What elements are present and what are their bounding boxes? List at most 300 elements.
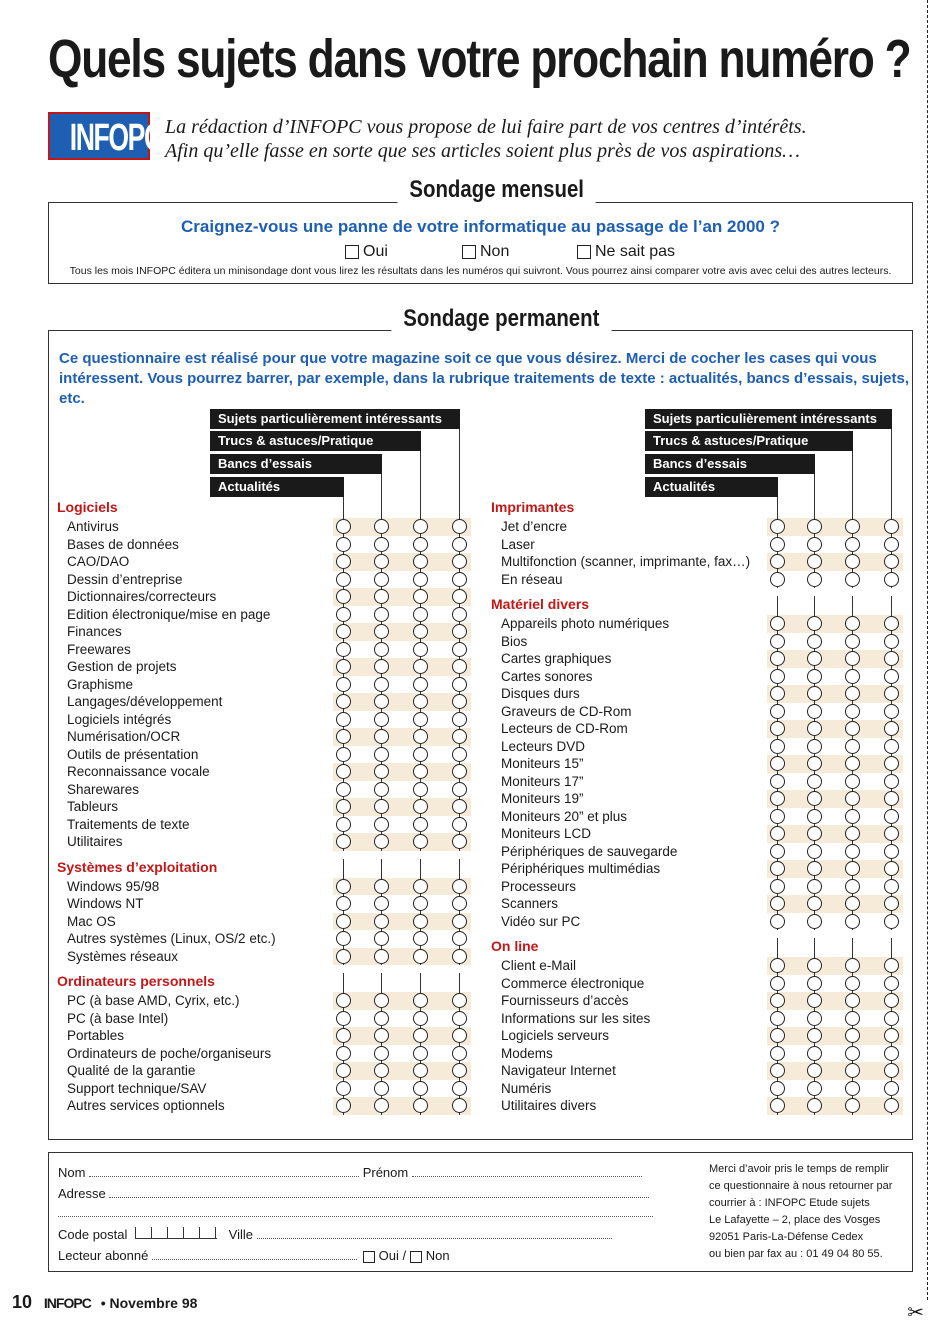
- checkbox-circle[interactable]: [884, 844, 899, 859]
- checkbox-circle[interactable]: [452, 1011, 467, 1026]
- checkbox-circle[interactable]: [770, 1081, 785, 1096]
- category-label: Ordinateurs personnels: [57, 973, 215, 989]
- checkbox-circle[interactable]: [807, 739, 822, 754]
- checkbox-circle[interactable]: [845, 1046, 860, 1061]
- checkbox-circle[interactable]: [884, 896, 899, 911]
- list-item: [491, 1080, 903, 1098]
- option-ne-sait-pas[interactable]: Ne sait pas: [577, 243, 675, 261]
- checkbox-circle[interactable]: [770, 686, 785, 701]
- checkbox-circle[interactable]: [807, 1046, 822, 1061]
- checkbox-circle[interactable]: [336, 799, 351, 814]
- checkbox-circle[interactable]: [336, 764, 351, 779]
- checkbox-circle[interactable]: [452, 519, 467, 534]
- checkbox-circle[interactable]: [807, 572, 822, 587]
- item-label: Disques durs: [501, 686, 580, 701]
- list-item: [57, 878, 471, 896]
- checkbox-circle[interactable]: [884, 976, 899, 991]
- checkbox[interactable]: [462, 245, 476, 259]
- checkbox-circle[interactable]: [884, 809, 899, 824]
- checkbox-circle[interactable]: [845, 774, 860, 789]
- checkbox-circle[interactable]: [807, 1011, 822, 1026]
- checkbox-circle[interactable]: [884, 616, 899, 631]
- checkbox-circle[interactable]: [374, 782, 389, 797]
- checkbox-circle[interactable]: [336, 1011, 351, 1026]
- item-label: Logiciels intégrés: [67, 711, 172, 727]
- checkbox-circle[interactable]: [770, 669, 785, 684]
- checkbox-circle[interactable]: [770, 993, 785, 1008]
- checkbox-circle[interactable]: [770, 896, 785, 911]
- adresse-field-2[interactable]: [58, 1207, 653, 1217]
- checkbox-circle[interactable]: [770, 879, 785, 894]
- checkbox-circle[interactable]: [807, 791, 822, 806]
- checkbox-circle[interactable]: [770, 861, 785, 876]
- checkbox-circle[interactable]: [884, 1011, 899, 1026]
- checkbox-circle[interactable]: [336, 694, 351, 709]
- checkbox-circle[interactable]: [845, 861, 860, 876]
- checkbox-circle[interactable]: [807, 537, 822, 552]
- checkbox-circle[interactable]: [413, 1011, 428, 1026]
- adresse-row: [58, 1186, 649, 1201]
- checkbox-circle[interactable]: [845, 1028, 860, 1043]
- checkbox-circle[interactable]: [845, 686, 860, 701]
- checkbox-circle[interactable]: [374, 1028, 389, 1043]
- checkbox-circle[interactable]: [770, 791, 785, 806]
- list-item: [491, 773, 903, 791]
- checkbox-circle[interactable]: [770, 721, 785, 736]
- checkbox-circle[interactable]: [884, 686, 899, 701]
- checkbox-circle[interactable]: [807, 634, 822, 649]
- checkbox-circle[interactable]: [374, 879, 389, 894]
- list-item: [57, 781, 471, 799]
- item-label: Traitements de texte: [67, 816, 190, 832]
- checkbox-circle[interactable]: [807, 686, 822, 701]
- checkbox-circle[interactable]: [413, 896, 428, 911]
- checkbox-circle[interactable]: [374, 624, 389, 639]
- item-label: Dessin d’entreprise: [67, 571, 183, 587]
- checkbox-circle[interactable]: [845, 704, 860, 719]
- checkbox-circle[interactable]: [845, 1063, 860, 1078]
- checkbox-circle[interactable]: [336, 642, 351, 657]
- checkbox-circle[interactable]: [770, 1011, 785, 1026]
- checkbox-circle[interactable]: [807, 976, 822, 991]
- checkbox-circle[interactable]: [336, 993, 351, 1008]
- checkbox-circle[interactable]: [336, 1046, 351, 1061]
- checkbox-circle[interactable]: [452, 993, 467, 1008]
- checkbox-circle[interactable]: [413, 764, 428, 779]
- checkbox-circle[interactable]: [770, 958, 785, 973]
- checkbox-circle[interactable]: [413, 949, 428, 964]
- checkbox-circle[interactable]: [807, 1081, 822, 1096]
- checkbox-circle[interactable]: [374, 554, 389, 569]
- checkbox-circle[interactable]: [845, 1011, 860, 1026]
- checkbox-circle[interactable]: [413, 879, 428, 894]
- checkbox-circle[interactable]: [336, 1028, 351, 1043]
- checkbox-circle[interactable]: [845, 976, 860, 991]
- checkbox-circle[interactable]: [374, 764, 389, 779]
- checkbox-circle[interactable]: [884, 537, 899, 552]
- checkbox-circle[interactable]: [845, 554, 860, 569]
- checkbox-circle[interactable]: [884, 669, 899, 684]
- checkbox-circle[interactable]: [845, 791, 860, 806]
- checkbox-circle[interactable]: [413, 677, 428, 692]
- checkbox-circle[interactable]: [807, 826, 822, 841]
- checkbox-circle[interactable]: [452, 712, 467, 727]
- nom-field[interactable]: [89, 1167, 359, 1177]
- item-label: Qualité de la garantie: [67, 1063, 196, 1078]
- checkbox-circle[interactable]: [413, 799, 428, 814]
- list-item: [57, 798, 471, 816]
- checkbox-circle[interactable]: [336, 554, 351, 569]
- checkbox-circle[interactable]: [807, 616, 822, 631]
- checkbox-circle[interactable]: [770, 704, 785, 719]
- checkbox-circle[interactable]: [374, 1063, 389, 1078]
- checkbox-circle[interactable]: [845, 1081, 860, 1096]
- checkbox-circle[interactable]: [452, 572, 467, 587]
- checkbox-circle[interactable]: [374, 896, 389, 911]
- checkbox-circle[interactable]: [374, 519, 389, 534]
- checkbox-circle[interactable]: [770, 826, 785, 841]
- checkbox-circle[interactable]: [452, 782, 467, 797]
- checkbox-circle[interactable]: [374, 817, 389, 832]
- checkbox-circle[interactable]: [374, 537, 389, 552]
- checkbox-circle[interactable]: [884, 756, 899, 771]
- page-number: 10: [12, 1292, 33, 1312]
- checkbox-circle[interactable]: [770, 651, 785, 666]
- checkbox-circle[interactable]: [336, 747, 351, 762]
- checkbox-circle[interactable]: [770, 1046, 785, 1061]
- contact-line: Merci d’avoir pris le temps de remplir: [709, 1163, 889, 1175]
- column-guide-line: [459, 499, 460, 519]
- checkbox-circle[interactable]: [845, 739, 860, 754]
- item-label: Outils de présentation: [67, 746, 199, 762]
- item-label: Cartes graphiques: [501, 651, 612, 666]
- checkbox-circle[interactable]: [884, 651, 899, 666]
- checkbox-circle[interactable]: [845, 1098, 860, 1113]
- checkbox-circle[interactable]: [452, 931, 467, 946]
- checkbox-circle[interactable]: [452, 642, 467, 657]
- checkbox-circle[interactable]: [807, 993, 822, 1008]
- checkbox-circle[interactable]: [452, 1098, 467, 1113]
- checkbox-circle[interactable]: [336, 834, 351, 849]
- checkbox[interactable]: [345, 245, 359, 259]
- checkbox-circle[interactable]: [336, 1081, 351, 1096]
- checkbox-circle[interactable]: [374, 1098, 389, 1113]
- checkbox-circle[interactable]: [336, 782, 351, 797]
- checkbox-circle[interactable]: [770, 634, 785, 649]
- checkbox-circle[interactable]: [452, 537, 467, 552]
- nom-label: Nom: [58, 1165, 86, 1180]
- checkbox-circle[interactable]: [413, 1063, 428, 1078]
- checkbox-circle[interactable]: [413, 747, 428, 762]
- checkbox-circle[interactable]: [336, 931, 351, 946]
- checkbox-circle[interactable]: [452, 896, 467, 911]
- checkbox-circle[interactable]: [807, 809, 822, 824]
- checkbox-circle[interactable]: [884, 554, 899, 569]
- checkbox-circle[interactable]: [845, 721, 860, 736]
- list-item: [491, 1045, 903, 1063]
- checkbox-circle[interactable]: [413, 659, 428, 674]
- list-item: [491, 790, 903, 808]
- list-item: [57, 693, 471, 711]
- checkbox-circle[interactable]: [336, 914, 351, 929]
- checkbox-circle[interactable]: [770, 739, 785, 754]
- checkbox-circle[interactable]: [452, 949, 467, 964]
- checkbox-circle[interactable]: [770, 616, 785, 631]
- checkbox-circle[interactable]: [336, 729, 351, 744]
- checkbox-circle[interactable]: [884, 572, 899, 587]
- adresse-field[interactable]: [109, 1188, 649, 1198]
- checkbox-circle[interactable]: [374, 642, 389, 657]
- checkbox-circle[interactable]: [452, 607, 467, 622]
- checkbox-circle[interactable]: [884, 634, 899, 649]
- checkbox-circle[interactable]: [374, 1046, 389, 1061]
- checkbox-circle[interactable]: [845, 809, 860, 824]
- checkbox-circle[interactable]: [884, 861, 899, 876]
- checkbox-circle[interactable]: [452, 659, 467, 674]
- checkbox-circle[interactable]: [770, 809, 785, 824]
- checkbox-circle[interactable]: [336, 896, 351, 911]
- checkbox-circle[interactable]: [845, 896, 860, 911]
- checkbox-circle[interactable]: [336, 817, 351, 832]
- list-item: [491, 1097, 903, 1115]
- checkbox-circle[interactable]: [845, 537, 860, 552]
- list-item: [491, 615, 903, 633]
- checkbox-circle[interactable]: [374, 659, 389, 674]
- checkbox-circle[interactable]: [413, 712, 428, 727]
- checkbox-circle[interactable]: [452, 677, 467, 692]
- checkbox-circle[interactable]: [845, 756, 860, 771]
- checkbox-circle[interactable]: [452, 799, 467, 814]
- checkbox-circle[interactable]: [374, 993, 389, 1008]
- checkbox-circle[interactable]: [413, 914, 428, 929]
- checkbox-circle[interactable]: [452, 589, 467, 604]
- checkbox-circle[interactable]: [336, 537, 351, 552]
- checkbox-circle[interactable]: [807, 861, 822, 876]
- checkbox-circle[interactable]: [413, 993, 428, 1008]
- checkbox-circle[interactable]: [374, 1011, 389, 1026]
- option-non[interactable]: Non: [462, 243, 509, 261]
- checkbox-circle[interactable]: [770, 774, 785, 789]
- item-label: PC (à base AMD, Cyrix, etc.): [67, 993, 240, 1008]
- list-item: [491, 1010, 903, 1028]
- checkbox-circle[interactable]: [374, 712, 389, 727]
- checkbox-circle[interactable]: [374, 747, 389, 762]
- checkbox-circle[interactable]: [452, 554, 467, 569]
- checkbox-circle[interactable]: [770, 914, 785, 929]
- checkbox-circle[interactable]: [452, 1081, 467, 1096]
- checkbox-circle[interactable]: [452, 879, 467, 894]
- checkbox-circle[interactable]: [845, 879, 860, 894]
- checkbox-circle[interactable]: [770, 519, 785, 534]
- checkbox-circle[interactable]: [884, 704, 899, 719]
- checkbox-circle[interactable]: [770, 554, 785, 569]
- checkbox-circle[interactable]: [807, 896, 822, 911]
- checkbox-circle[interactable]: [845, 651, 860, 666]
- checkbox-circle[interactable]: [374, 677, 389, 692]
- checkbox-circle[interactable]: [413, 1081, 428, 1096]
- checkbox-circle[interactable]: [884, 826, 899, 841]
- checkbox-circle[interactable]: [374, 729, 389, 744]
- item-label: Commerce électronique: [501, 975, 645, 991]
- checkbox-circle[interactable]: [413, 572, 428, 587]
- checkbox-circle[interactable]: [413, 1098, 428, 1113]
- checkbox-circle[interactable]: [413, 624, 428, 639]
- checkbox-circle[interactable]: [374, 799, 389, 814]
- checkbox-circle[interactable]: [845, 616, 860, 631]
- checkbox-circle[interactable]: [336, 519, 351, 534]
- checkbox-circle[interactable]: [807, 651, 822, 666]
- checkbox-circle[interactable]: [807, 554, 822, 569]
- checkbox-circle[interactable]: [452, 914, 467, 929]
- checkbox-circle[interactable]: [336, 624, 351, 639]
- checkbox-circle[interactable]: [807, 1098, 822, 1113]
- checkbox-circle[interactable]: [336, 879, 351, 894]
- checkbox-circle[interactable]: [884, 519, 899, 534]
- checkbox-circle[interactable]: [884, 739, 899, 754]
- checkbox-circle[interactable]: [770, 537, 785, 552]
- list-item: [57, 588, 471, 606]
- list-item: [57, 623, 471, 641]
- checkbox-circle[interactable]: [413, 642, 428, 657]
- checkbox-circle[interactable]: [413, 694, 428, 709]
- checkbox-circle[interactable]: [413, 782, 428, 797]
- checkbox-circle[interactable]: [374, 834, 389, 849]
- checkbox-circle[interactable]: [884, 993, 899, 1008]
- checkbox-circle[interactable]: [807, 774, 822, 789]
- checkbox-circle[interactable]: [336, 607, 351, 622]
- checkbox-circle[interactable]: [884, 879, 899, 894]
- checkbox-circle[interactable]: [770, 1098, 785, 1113]
- checkbox-circle[interactable]: [845, 572, 860, 587]
- list-item: [57, 833, 471, 851]
- checkbox-circle[interactable]: [807, 958, 822, 973]
- checkbox-circle[interactable]: [374, 931, 389, 946]
- checkbox-circle[interactable]: [452, 1063, 467, 1078]
- checkbox-circle[interactable]: [884, 914, 899, 929]
- list-item: [491, 633, 903, 651]
- checkbox-circle[interactable]: [807, 669, 822, 684]
- checkbox-circle[interactable]: [374, 949, 389, 964]
- checkbox-circle[interactable]: [884, 1046, 899, 1061]
- checkbox-circle[interactable]: [374, 1081, 389, 1096]
- ville-field[interactable]: [257, 1229, 612, 1239]
- item-label: CAO/DAO: [67, 554, 130, 569]
- checkbox-circle[interactable]: [845, 669, 860, 684]
- checkbox-circle[interactable]: [413, 1046, 428, 1061]
- checkbox-circle[interactable]: [374, 589, 389, 604]
- checkbox-circle[interactable]: [413, 537, 428, 552]
- checkbox-circle[interactable]: [452, 624, 467, 639]
- checkbox-circle[interactable]: [845, 914, 860, 929]
- checkbox-circle[interactable]: [770, 844, 785, 859]
- checkbox-circle[interactable]: [884, 791, 899, 806]
- item-label: Dictionnaires/correcteurs: [67, 589, 217, 604]
- checkbox-circle[interactable]: [413, 607, 428, 622]
- checkbox-circle[interactable]: [413, 554, 428, 569]
- checkbox-circle[interactable]: [770, 756, 785, 771]
- column-guide-line: [381, 859, 382, 879]
- checkbox-circle[interactable]: [374, 607, 389, 622]
- checkbox-circle[interactable]: [807, 1028, 822, 1043]
- checkbox-circle[interactable]: [452, 1046, 467, 1061]
- checkbox[interactable]: [577, 245, 591, 259]
- checkbox-circle[interactable]: [413, 519, 428, 534]
- checkbox-circle[interactable]: [452, 1028, 467, 1043]
- checkbox-circle[interactable]: [374, 572, 389, 587]
- checkbox-circle[interactable]: [845, 826, 860, 841]
- checkbox-circle[interactable]: [336, 659, 351, 674]
- code-postal-field[interactable]: [135, 1227, 217, 1239]
- option-oui[interactable]: Oui: [345, 243, 388, 261]
- checkbox-circle[interactable]: [336, 589, 351, 604]
- checkbox-circle[interactable]: [807, 756, 822, 771]
- checkbox-circle[interactable]: [884, 1098, 899, 1113]
- checkbox-circle[interactable]: [845, 958, 860, 973]
- checkbox-circle[interactable]: [770, 1063, 785, 1078]
- checkbox-circle[interactable]: [413, 931, 428, 946]
- checkbox-circle[interactable]: [770, 976, 785, 991]
- checkbox-circle[interactable]: [884, 1081, 899, 1096]
- checkbox-circle[interactable]: [336, 677, 351, 692]
- category-label: Logiciels: [57, 499, 118, 515]
- list-item: [491, 553, 903, 571]
- checkbox-circle[interactable]: [413, 1028, 428, 1043]
- checkbox-circle[interactable]: [413, 589, 428, 604]
- checkbox-circle[interactable]: [374, 914, 389, 929]
- checkbox-circle[interactable]: [845, 519, 860, 534]
- abonne-non-checkbox[interactable]: [410, 1251, 422, 1263]
- checkbox-circle[interactable]: [452, 694, 467, 709]
- checkbox-circle[interactable]: [374, 694, 389, 709]
- prenom-field[interactable]: [412, 1167, 642, 1177]
- checkbox-circle[interactable]: [770, 1028, 785, 1043]
- checkbox-circle[interactable]: [336, 1098, 351, 1113]
- checkbox-circle[interactable]: [807, 914, 822, 929]
- checkbox-circle[interactable]: [452, 764, 467, 779]
- checkbox-circle[interactable]: [413, 834, 428, 849]
- checkbox-circle[interactable]: [336, 712, 351, 727]
- checkbox-circle[interactable]: [336, 572, 351, 587]
- checkbox-circle[interactable]: [770, 572, 785, 587]
- checkbox-circle[interactable]: [413, 729, 428, 744]
- checkbox-circle[interactable]: [413, 817, 428, 832]
- checkbox-circle[interactable]: [807, 519, 822, 534]
- abonne-oui-checkbox[interactable]: [363, 1251, 375, 1263]
- checkbox-circle[interactable]: [336, 1063, 351, 1078]
- checkbox-circle[interactable]: [807, 704, 822, 719]
- checkbox-circle[interactable]: [807, 844, 822, 859]
- checkbox-circle[interactable]: [807, 1063, 822, 1078]
- checkbox-circle[interactable]: [845, 844, 860, 859]
- checkbox-circle[interactable]: [452, 817, 467, 832]
- list-item: [57, 913, 471, 931]
- checkbox-circle[interactable]: [336, 949, 351, 964]
- checkbox-circle[interactable]: [884, 721, 899, 736]
- checkbox-circle[interactable]: [452, 729, 467, 744]
- checkbox-circle[interactable]: [807, 721, 822, 736]
- checkbox-circle[interactable]: [845, 993, 860, 1008]
- issue-date: • Novembre 98: [100, 1295, 198, 1311]
- checkbox-circle[interactable]: [807, 879, 822, 894]
- checkbox-circle[interactable]: [845, 634, 860, 649]
- checkbox-circle[interactable]: [884, 774, 899, 789]
- item-label: Autres services optionnels: [67, 1098, 225, 1113]
- checkbox-circle[interactable]: [884, 958, 899, 973]
- checkbox-circle[interactable]: [884, 1063, 899, 1078]
- checkbox-circle[interactable]: [452, 834, 467, 849]
- checkbox-circle[interactable]: [452, 747, 467, 762]
- checkbox-circle[interactable]: [884, 1028, 899, 1043]
